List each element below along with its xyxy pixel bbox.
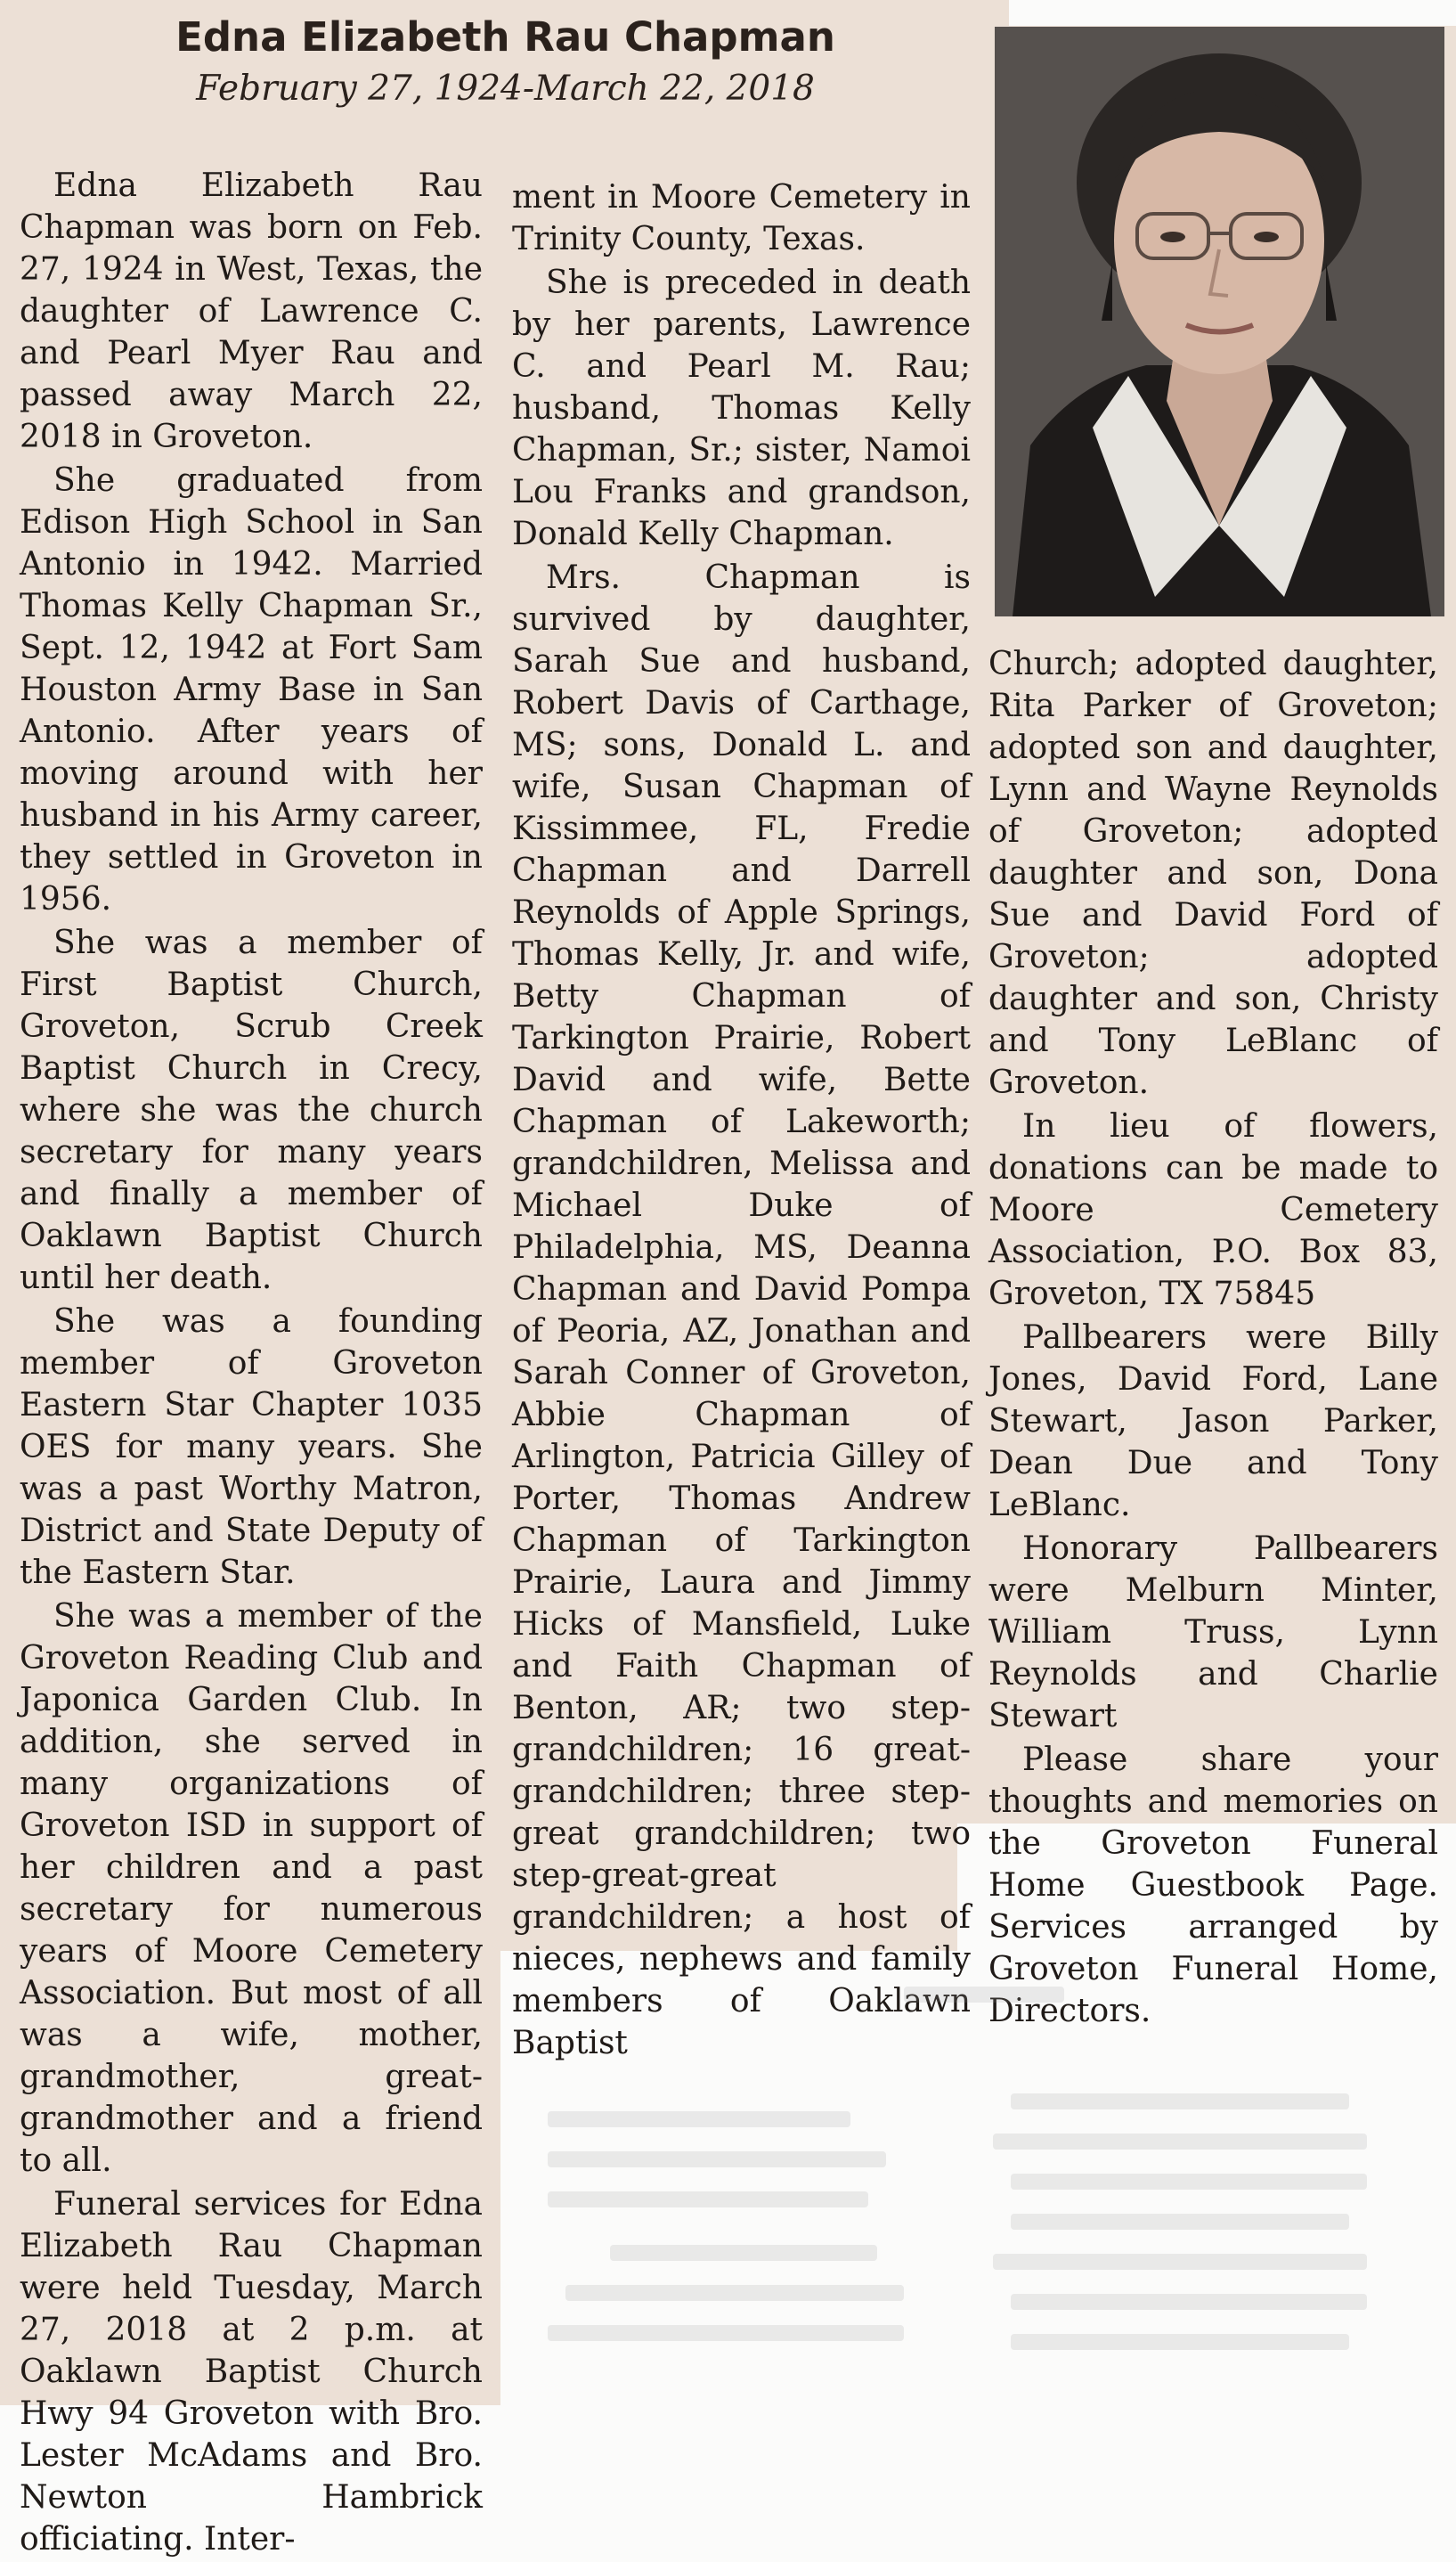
column-1: [20, 165, 483, 2562]
portrait-image: [995, 27, 1444, 616]
paragraph: In lieu of flowers, donations can be made to Moore Cemetery Association, P.O. Box 83, Groveton, TX 75845: [988, 1108, 1438, 1312]
paragraph: Mrs. Chapman is survived by daughter, Sarah Sue and husband, Robert Davis of Carthage, MS; sons, Donald L. and wife, Susan Chapman of Kissimmee, FL, Fredie Chapman and Darrell Reynolds of Apple Springs, Thomas Kelly, Jr. and wife, Betty Chapman of Tarkington Prairie, Robert David and wife, Bette Chapman of Lakeworth; grandchildren, Melissa and Michael Duke of Philadelphia, MS, Deanna Chapman and David Pompa of Peoria, AZ, Jonathan and Sarah Conner of Groveton, Abbie Chapman of Arlington, Patricia Gilley of Porter, Thomas Andrew Chapman of Tarkington Prairie, Laura and Jimmy Hicks of Mansfield, Luke and Faith Chapman of Benton, AR; two step-grandchildren; 16 great-grandchildren; three step-great grandchildren; two step-great-great grandchildren; a host of nieces, nephews and family members of Oaklawn Baptist: [512, 559, 971, 2061]
bleed-through-backside: [530, 1978, 1420, 2378]
column-2: [512, 176, 971, 2066]
paragraph: Edna Elizabeth Rau Chapman was born on Feb. 27, 1924 in West, Texas, the daughter of Lawrence C. and Pearl Myer Rau and passed away March 22, 2018 in Groveton.: [20, 167, 483, 455]
paragraph: Honorary Pallbearers were Melburn Minter, William Truss, Lynn Reynolds and Charlie Stewart: [988, 1530, 1438, 1734]
paragraph: She was a member of the Groveton Reading Club and Japonica Garden Club. In addition, she served in many organizations of Groveton ISD in support of her children and a past secretary for numerous years of Moore Cemetery Association. But most of all was a wife, mother, grandmother, great-grandmother and a friend to all.: [20, 1598, 483, 2179]
paragraph: ment in Moore Cemetery in Trinity County, Texas.: [512, 179, 971, 257]
obituary-title: Edna Elizabeth Rau Chapman: [175, 13, 835, 61]
paragraph: She was a member of First Baptist Church, Groveton, Scrub Creek Baptist Church in Crecy, where she was the church secretary for many years and finally a member of Oaklawn Baptist Church until her death.: [20, 925, 483, 1296]
obituary-header: [18, 9, 993, 112]
column-3: [988, 643, 1438, 2034]
paragraph: Funeral services for Edna Elizabeth Rau Chapman were held Tuesday, March 27, 2018 at 2 p.m. at Oaklawn Baptist Church Hwy 94 Groveton with Bro. Lester McAdams and Bro. Newton Hambrick officiating. Inter-: [20, 2186, 483, 2558]
portrait-photo: [995, 27, 1444, 616]
paragraph: Church; adopted daughter, Rita Parker of Groveton; adopted son and daughter, Lynn and Wayne Reynolds of Groveton; adopted daughter and son, Dona Sue and David Ford of Groveton; adopted daughter and son, Christy and Tony LeBlanc of Groveton.: [988, 646, 1438, 1101]
paragraph: She was a founding member of Groveton Eastern Star Chapter 1035 OES for many years. She was a past Worthy Matron, District and State Deputy of the Eastern Star.: [20, 1303, 483, 1591]
paragraph: Please share your thoughts and memories on the Groveton Funeral Home Guestbook Page. Services arranged by Groveton Funeral Home, Directors.: [988, 1742, 1438, 2029]
obituary-dates: February 27, 1924-March 22, 2018: [196, 69, 815, 109]
paragraph: She graduated from Edison High School in San Antonio in 1942. Married Thomas Kelly Chapman Sr., Sept. 12, 1942 at Fort Sam Houston Army Base in San Antonio. After years of moving around with her husband in his Army career, they settled in Groveton in 1956.: [20, 462, 483, 918]
paragraph: Pallbearers were Billy Jones, David Ford, Lane Stewart, Jason Parker, Dean Due and Tony LeBlanc.: [988, 1319, 1438, 1523]
paragraph: She is preceded in death by her parents, Lawrence C. and Pearl M. Rau; husband, Thomas Kelly Chapman, Sr.; sister, Namoi Lou Franks and grandson, Donald Kelly Chapman.: [512, 265, 971, 552]
